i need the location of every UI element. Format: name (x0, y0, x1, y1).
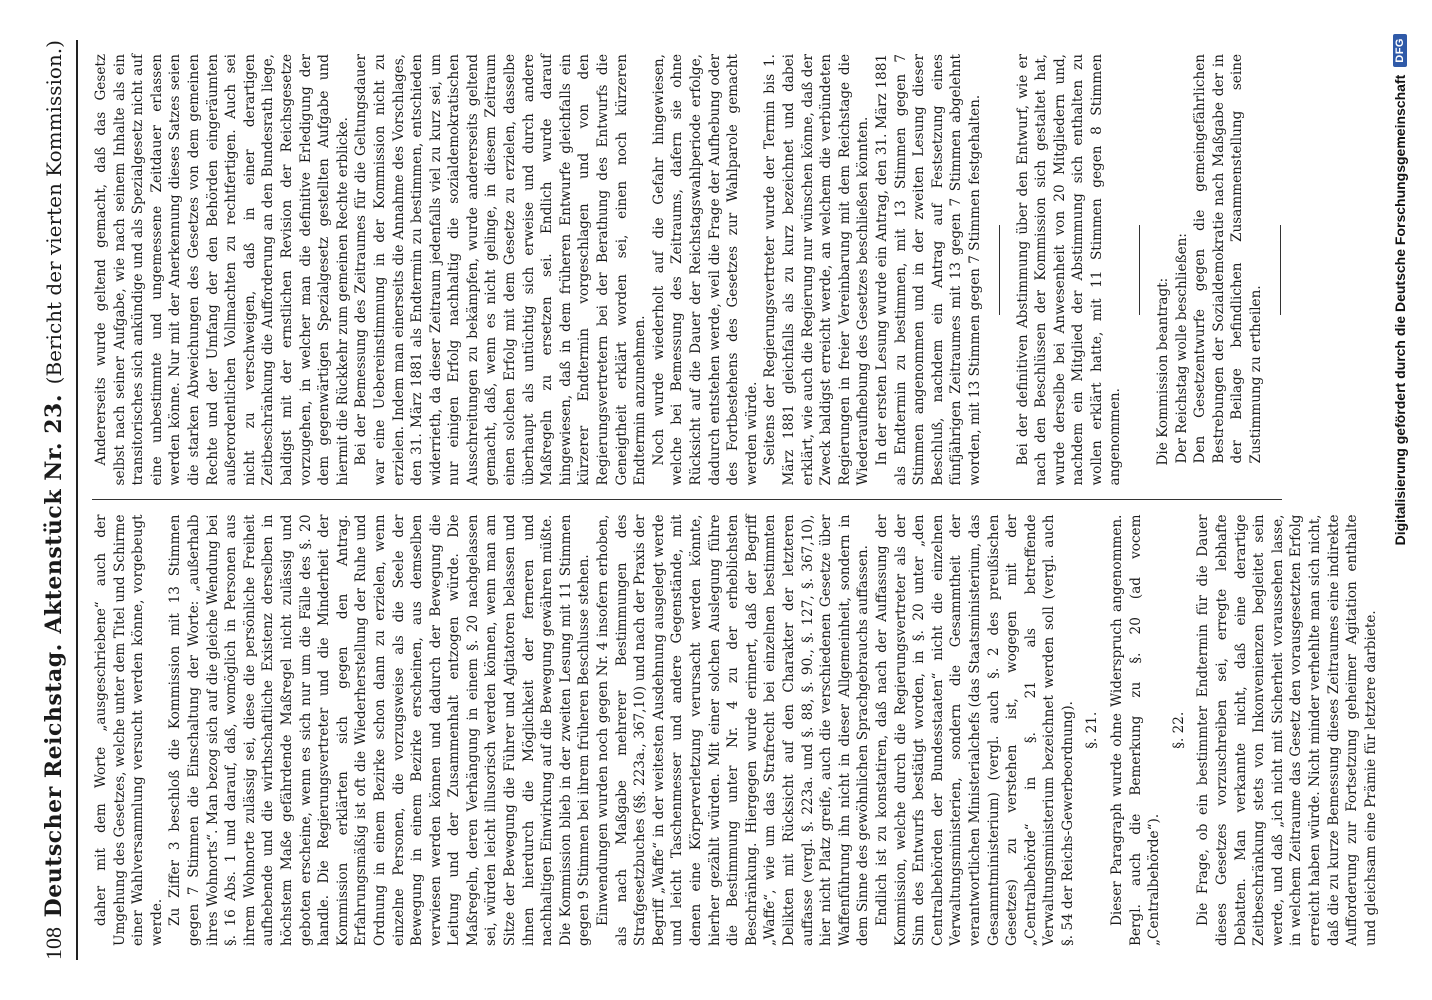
paragraph: In der ersten Lesung wurde ein Antrag, den 31. März 1881 als Endtermin zu bestimmen, mit 13 Stimmen gegen 7 Stimmen angenommen und in der zweiten Lesung dieser Beschluß, nachdem ein Antrag auf Festsetzung eines fünfjährigen Zeitraumes mit 13 gegen 7 Stimmen abgelehnt worden, mit 13 Stimmen gegen 7 Stimmen festgehalten. (873, 54, 983, 486)
paragraph: Einwendungen wurden noch gegen Nr. 4 insofern erhoben, als nach Maßgabe mehrerer Bestimmungen des Strafgesetzbuches (§§. 223a., 367,10) und nach der Praxis der Begriff „Waffe“ in der weitesten Ausdehnung ausgelegt werde und leicht Taschenmesser und andere Gegenstände, mit denen eine Körperverletzung verursacht werden könnte, hierher gezählt würden. Mit einer solchen Auslegung führe die Bestimmung unter Nr. 4 zu der erheblichsten Beschränkung. Hiergegen wurde erinnert, daß der Begriff „Waffe“, wie um das Strafrecht bei einzelnen bestimmten Delikten mit Rücksicht auf den Charakter der letzteren auffasse (vergl. §. 223a. und §. 88, §. 90., §. 127, §. 367,10), hier nicht Platz greife, auch die verschiedenen Gesetze über Waffenführung ihn nicht in dieser Allgemeinheit, sondern in dem Sinne des gewöhnlichen Sprachgebrauchs auffassen. (595, 514, 872, 946)
divider (999, 225, 1000, 315)
section-heading: §. 21. (1084, 711, 1101, 749)
paragraph: Die Frage, ob ein bestimmter Endtermin für die Dauer dieses Gesetzes vorzuschreiben sei, erregte lebhafte Debatten. Man verkannte nicht, daß eine derartige Zeitbeschränkung stets von Inkonvenienzen begleitet sein werde, und daß „ich nicht mit Sicherheit voraussehen lasse, in welchem Zeitraume das Gesetz den vorausgesetzten Erfolg erreicht haben würde. Nicht minder verhehlte man sich nicht, daß die zu kurze Bemessung dieses Zeitraumes eine indirekte Aufforderung zur Fortsetzung geheimer Agitation enthalte und gleichsam eine Prämie für letztere darbiete. (1195, 514, 1379, 946)
page-header (32, 40, 78, 960)
digitization-credit (1380, 0, 1420, 1000)
right-column (92, 40, 1282, 501)
section-heading: §. 22. (1170, 711, 1187, 749)
paragraph: Andererseits wurde geltend gemacht, daß das Gesetz selbst nach seiner Aufgabe, wie nach seinem Inhalte als ein transitorisches sich ankündige und als Spezialgesetz nicht auf eine unbestimmte und ungemessene Zeitdauer erlassen werden könne. Nur mit der Anerkennung dieses Satzes seien die starken Abweichungen des Gesetzes von dem gemeinen Rechte und der Umfang der den Behörden eingeräumten außerordentlichen Vollmachten zu rechtfertigen. Auch sei nicht zu verschweigen, daß in einer derartigen Zeitbeschränkung die Aufforderung an den Bundesrath liege, baldigst mit der ernstlichen Revision der Reichsgesetze vorzugehen, in welcher man die definitive Erledigung der dem gegenwärtigen Spezialgesetz gestellten Aufgabe und hiermit die Rückkehr zum gemeinen Rechte erblicke. (93, 54, 351, 486)
divider (1280, 225, 1281, 315)
running-title-center: Aktenstück Nr. 23. (41, 393, 67, 634)
paragraph: Dieser Paragraph wurde ohne Widerspruch angenommen. Bergl. auch die Bemerkung zu §. 20 (ad vocem „Centralbehörde“). (1109, 514, 1163, 946)
motion-line: Der Reichstag wolle beschließen: (1173, 233, 1190, 464)
paragraph: Endlich ist zu konstatiren, daß nach der Auffassung der Kommission, welche durch die Regierungsvertreter als der Sinn des Entwurfs bestätigt worden, in §. 20 unter „den Centralbehörden der Bundesstaaten“ nicht die einzelnen Verwaltungsministerien, sondern die Gesammtheit der verantwortlichen Ministerialchefs (das Staatsministerium, das Gesammtministerium) (vergl. auch §. 2 des preußischen Gesetzes) zu verstehen ist, wogegen mit der „Centralbehörde“ in §. 21 als betreffende Verwaltungsministerium bezeichnet werden soll (vergl. auch §. 54 der Reichs-Gewerbeordnung). (873, 514, 1076, 946)
text-columns (92, 40, 1379, 960)
digitization-note: Digitalisierung gefördert durch die Deutsche Forschungsgemeinschaft (1392, 74, 1408, 546)
motion-text: Den Gesetzentwurfe gegen die gemeingefährlichen Bestrebungen der Sozialdemokratie nach Maßgabe der in der Beilage befindlichen Zusammenstellung seine Zustimmung zu ertheilen. (1192, 54, 1265, 464)
running-title-left: Deutscher Reichstag. (41, 643, 67, 918)
divider (1139, 225, 1140, 315)
page-number: 108 (41, 927, 66, 960)
paragraph: daher mit dem Worte „ausgeschriebene“ auch der Umgehung des Gesetzes, welche unter dem Titel und Schirme einer Wahlversammlung versucht werden könne, vorgebeugt werde. (93, 514, 165, 946)
left-column (92, 501, 1379, 961)
paragraph: Bei der Bemessung des Zeitraumes für die Geltungsdauer war eine Uebereinstimmung in der Kommission nicht zu erzielen. Indem man einerseits die Annahme des Vorschlages, den 31. März 1881 als Endtermin zu bestimmen, entschieden widerrieth, da dieser Zeitraum jedenfalls viel zu kurz sei, um nur einigen Erfolg nachhaltig die sozialdemokratischen Ausschreitungen zu bekämpfen, wurde andererseits geltend gemacht, daß, wenn es nicht gelinge, in diesem Zeitraum einen solchen Erfolg mit dem Gesetze zu erzielen, dasselbe überhaupt als untüchtig sich erweise und durch andere Maßregeln zu ersetzen sei. Endlich wurde darauf hingewiesen, daß in dem früheren Entwurfe gleichfalls ein kürzerer Endtermin vorgeschlagen und von den Regierungsvertretern bei der Berathung des Entwurfs die Geneigtheit erklärt worden sei, einen noch kürzeren Endtermin anzunehmen. (353, 54, 649, 486)
paragraph: Seitens der Regierungsvertreter wurde der Termin bis 1. März 1881 gleichfalls als zu kurz bezeichnet und dabei erklärt, wie auch die Regierung nur wünschen könne, daß der Zweck baldigst erreicht werde, an welchem die verbündeten Regierungen in freier Vereinbarung mit dem Reichstage die Wiederaufhebung des Gesetzes beschließen könnten. (762, 54, 872, 486)
motion-intro: Die Kommission beantragt: (1155, 277, 1172, 466)
running-title-right: (Bericht der vierten Kommission.) (42, 40, 66, 385)
paragraph: Noch wurde wiederholt auf die Gefahr hingewiesen, welche bei Bemessung des Zeitraums, dafern sie ohne Rücksicht auf die Dauer der Reichstagswahlperiode erfolge, dadurch entstehen werde, weil die Frage der Aufhebung oder des Fortbestehens des Gesetzes zur Wahlparole gemacht werden würde. (650, 54, 760, 486)
paragraph: Bei der definitiven Abstimmung über den Entwurf, wie er nach den Beschlüssen der Kommission sich gestaltet hat, wurde derselbe bei Anwesenheit von 20 Mitgliedern und, nachdem ein Mitglied der Abstimmung sich enthalten zu wollen erklärt hatte, mit 11 Stimmen gegen 8 Stimmen angenommen. (1014, 54, 1124, 486)
paragraph: Zu Ziffer 3 beschloß die Kommission mit 13 Stimmen gegen 7 Stimmen die Einschaltung der Worte: „außerhalb ihres Wohnorts“. Man bezog sich auf die gleiche Wendung bei §. 16 Abs. 1 und darauf, daß, womöglich in Personen aus ihrem Wohnorte zulässig sei, diese die persönliche Freiheit aufhebende und die wirthschaftliche Existenz derselben in höchstem Maße gefährdende Maßregel nicht zulässig und geboten erscheine, wenn es sich nur um die Fälle des §. 20 handle. Die Regierungsvertreter und die Minderheit der Kommission erklärten sich gegen den Antrag. Erfahrungsmäßig ist oft die Wiederherstellung der Ruhe und Ordnung in einem Bezirke schon dann zu erzielen, wenn einzelne Personen, die vorzugsweise als die Seele der Bewegung in einem Bezirke erscheinen, aus demselben verwiesen werden können und dadurch der Bewegung die Leitung und der Zusammenhalt entzogen würde. Die Maßregeln, deren Verhängung in einem §. 20 nachgelassen sei, würden leicht illusorisch werden können, wenn man am Sitze der Bewegung die Führer und Agitatoren belassen und ihnen hierdurch die Möglichkeit der ferneren und nachhaltigen Einwirkung auf die Bewegung gewähren müßte. Die Kommission blieb in der zweiten Lesung mit 11 Stimmen gegen 9 Stimmen bei ihrem früheren Beschlusse stehen. (167, 514, 593, 946)
dfg-logo: DFG (1393, 34, 1407, 67)
